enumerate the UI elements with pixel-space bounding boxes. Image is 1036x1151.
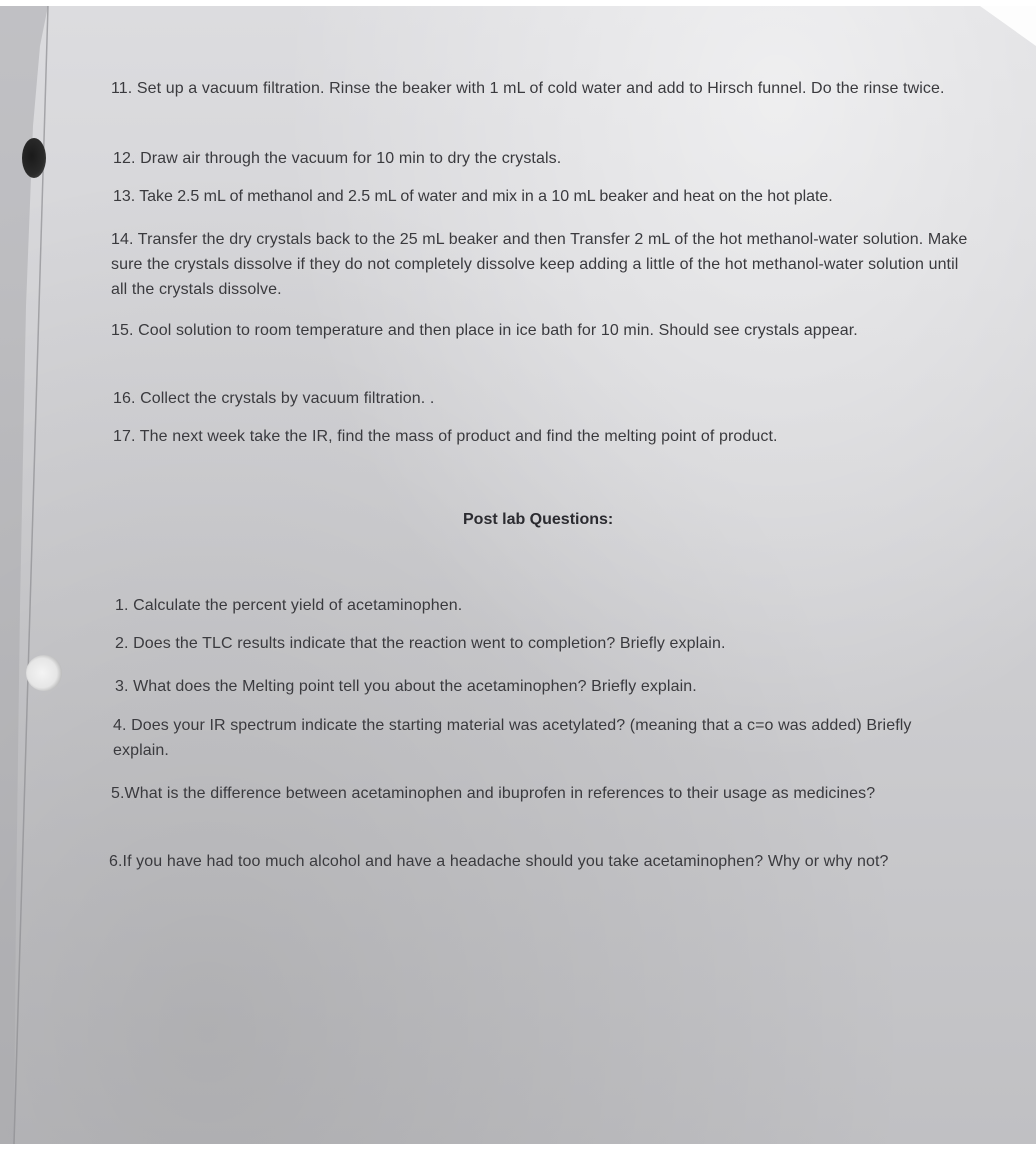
post-lab-question-4: 4. Does your IR spectrum indicate the starting material was acetylated? (meaning that a c=o was added) Briefly explain. — [113, 717, 912, 759]
post-lab-question-1: 1. Calculate the percent yield of acetaminophen. — [115, 597, 463, 614]
post-lab-question-2: 2. Does the TLC results indicate that the reaction went to completion? Briefly explain. — [115, 635, 726, 652]
post-lab-heading: Post lab Questions: — [463, 511, 614, 528]
post-lab-question-6: 6.If you have had too much alcohol and have a headache should you take acetaminophen? Why or why not? — [109, 853, 889, 870]
post-lab-question-5: 5.What is the difference between acetaminophen and ibuprofen in references to their usage as medicines? — [111, 785, 876, 802]
procedure-step-13: 13. Take 2.5 mL of methanol and 2.5 mL of water and mix in a 10 mL beaker and heat on the hot plate. — [113, 188, 833, 205]
procedure-step-17: 17. The next week take the IR, find the mass of product and find the melting point of product. — [113, 428, 778, 445]
document-photo — [0, 6, 1036, 1144]
post-lab-question-3: 3. What does the Melting point tell you about the acetaminophen? Briefly explain. — [115, 678, 697, 695]
procedure-step-11: 11. Set up a vacuum filtration. Rinse the beaker with 1 mL of cold water and add to Hirsch funnel. Do the rinse twice. — [111, 80, 945, 97]
procedure-step-14: 14. Transfer the dry crystals back to the 25 mL beaker and then Transfer 2 mL of the hot methanol-water solution. Make sure the crystals dissolve if they do not completely dissolve keep adding a little of the hot methanol-water solution until all the crystals dissolve. — [111, 231, 968, 298]
procedure-step-12: 12. Draw air through the vacuum for 10 min to dry the crystals. — [113, 150, 562, 167]
post-lab-question-list — [0, 6, 1036, 1144]
procedure-step-16: 16. Collect the crystals by vacuum filtration. . — [113, 390, 435, 407]
procedure-step-15: 15. Cool solution to room temperature and then place in ice bath for 10 min. Should see crystals appear. — [111, 322, 858, 339]
